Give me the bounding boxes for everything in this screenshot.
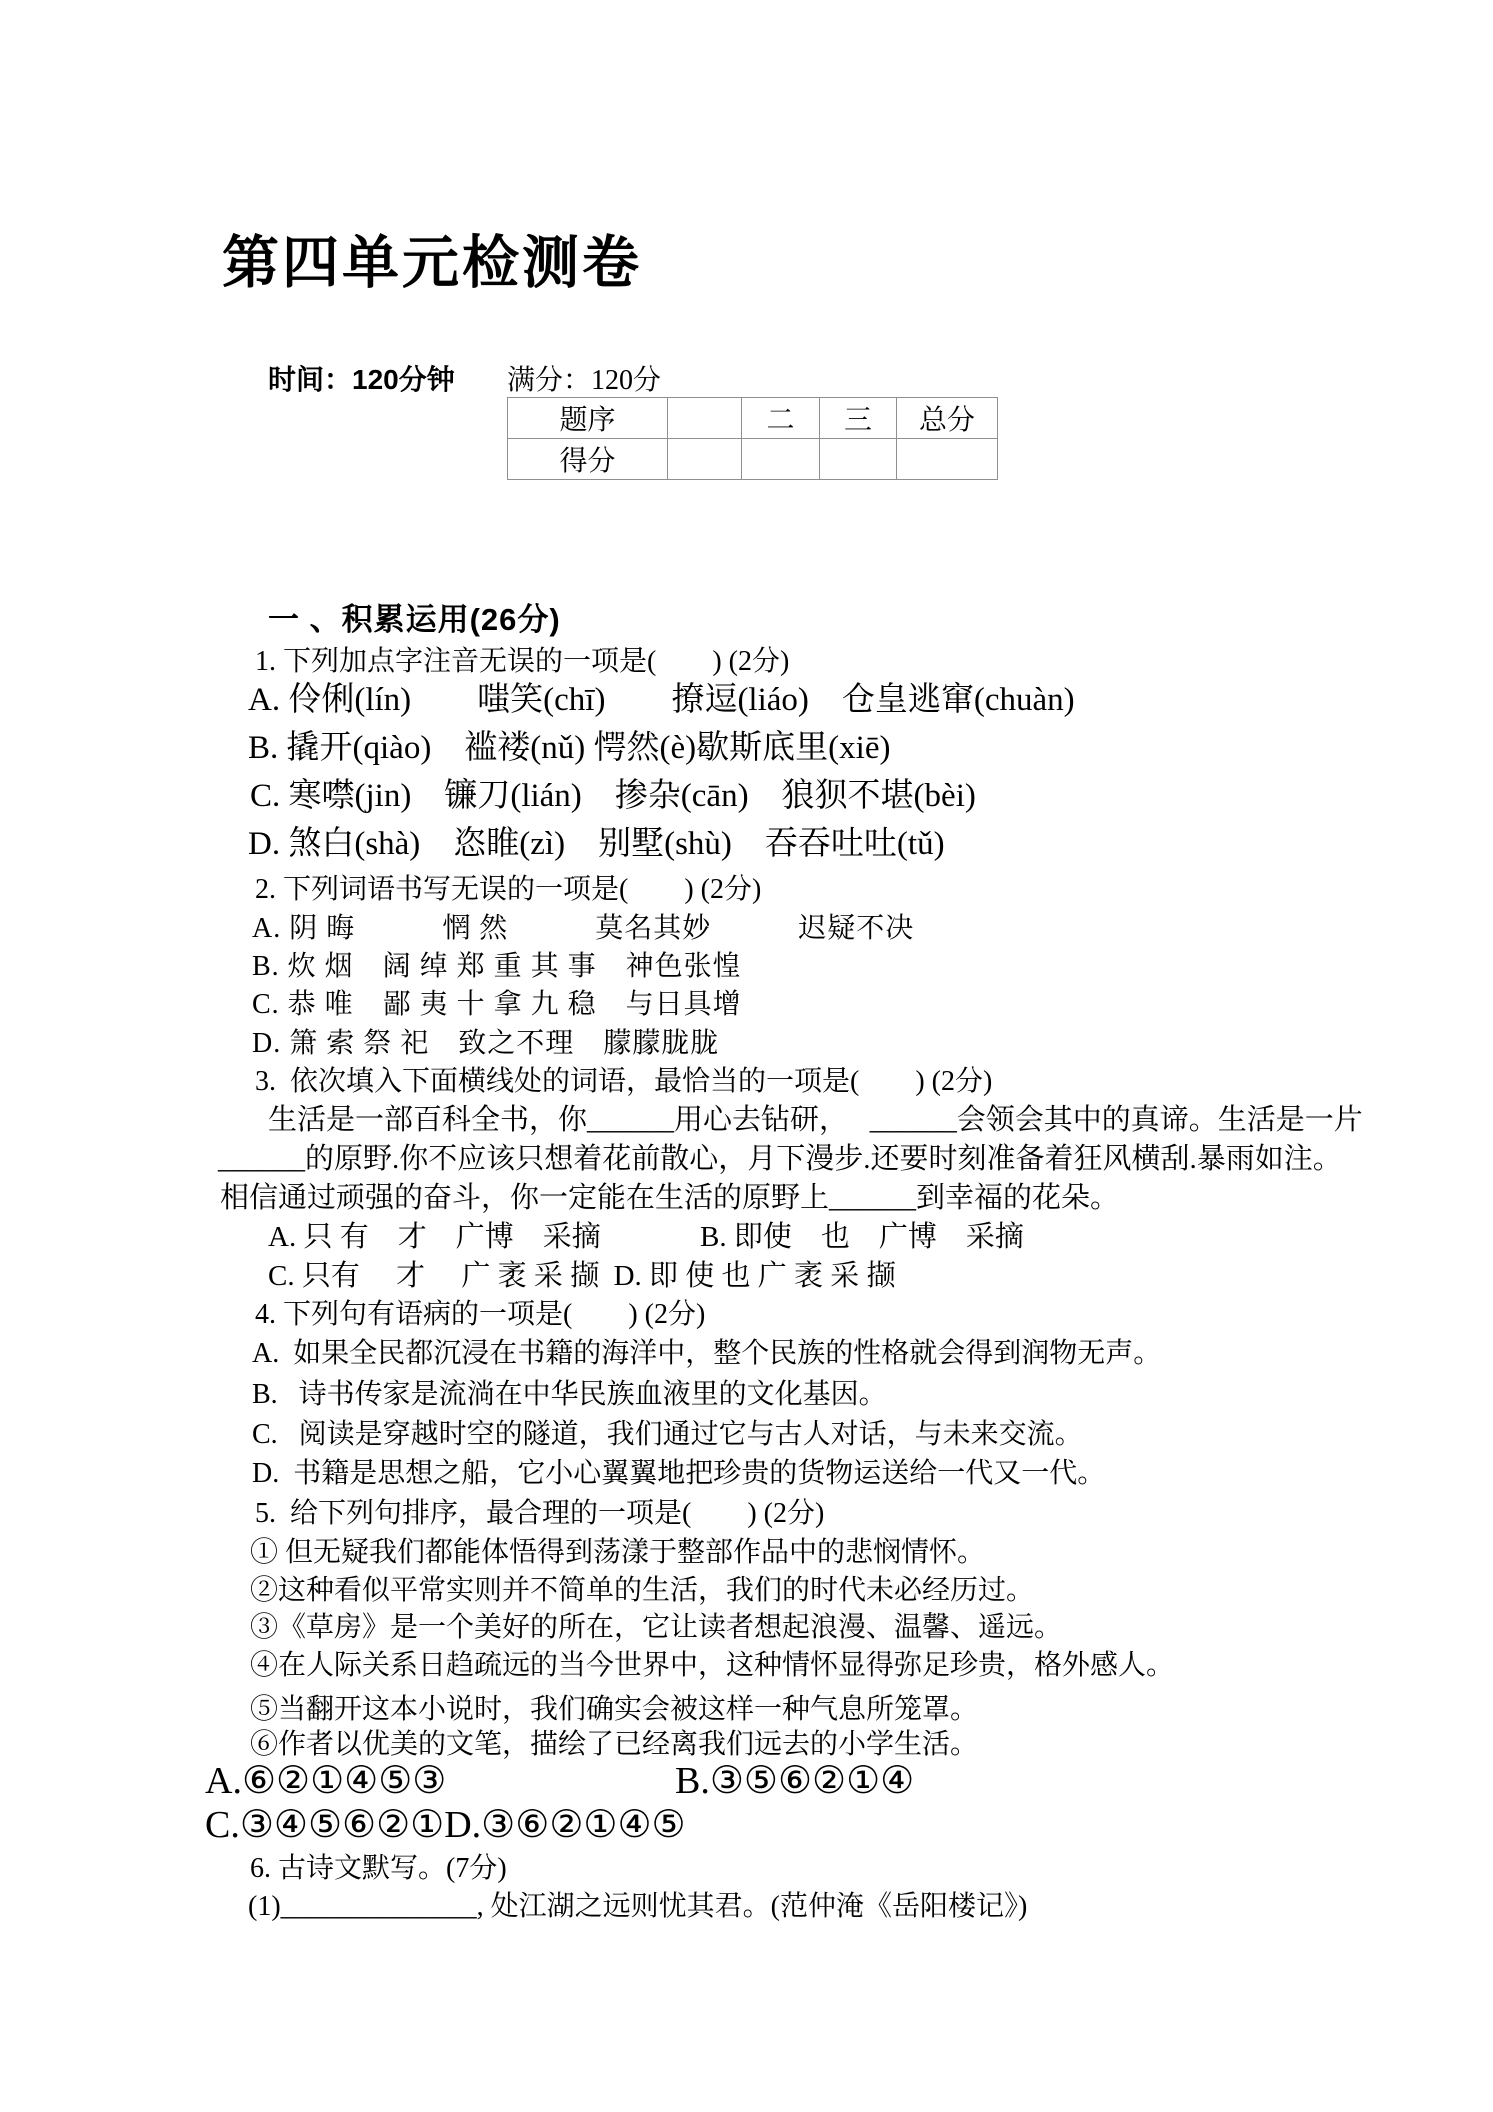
score-table-header-row — [508, 398, 998, 439]
q3-paragraph-line-1: 生活是一部百科全书，你______用心去钻研， ______会领会其中的真谛。生活是一片 — [268, 1104, 1363, 1136]
score-table-cell — [742, 439, 820, 480]
q1-option-b: B. 撬开(qiào) 褴褛(nǔ) 愕然(è)歇斯底里(xiē) — [248, 730, 891, 766]
score-table-cell — [668, 398, 742, 439]
q3-option-cd: C. 只有 才 广 袤 采 撷 D. 即 使 也 广 袤 采 撷 — [268, 1260, 896, 1292]
q1-stem: 1. 下列加点字注音无误的一项是( ) (2分) — [255, 646, 790, 677]
q3-paragraph-line-3: 相信通过顽强的奋斗，你一定能在生活的原野上______到幸福的花朵。 — [220, 1182, 1120, 1214]
section-one-heading: 一 、积累运用(26分) — [268, 602, 561, 637]
q2-option-d: D. 箫 索 祭 祀 致之不理 朦朦胧胧 — [252, 1028, 720, 1059]
q1-option-d: D. 煞白(shà) 恣睢(zì) 别墅(shù) 吞吞吐吐(tǔ) — [248, 826, 945, 862]
q2-option-a: A. 阴 晦 惘 然 莫名其妙 迟疑不决 — [252, 913, 915, 944]
q5-stem: 5. 给下列句排序，最合理的一项是( ) (2分) — [255, 1498, 825, 1529]
q2-option-b: B. 炊 烟 阔 绰 郑 重 其 事 神色张惶 — [252, 951, 742, 982]
q4-option-c: C. 阅读是穿越时空的隧道，我们通过它与古人对话，与未来交流。 — [252, 1419, 1083, 1450]
q3-stem: 3. 依次填入下面横线处的词语，最恰当的一项是( ) (2分) — [255, 1066, 993, 1097]
score-table-cell — [820, 439, 897, 480]
q4-stem: 4. 下列句有语病的一项是( ) (2分) — [255, 1299, 706, 1330]
q3-option-b: B. 即使 也 广博 采摘 — [700, 1221, 1024, 1253]
q5-answer-cd: C.③④⑤⑥②①D.③⑥②①④⑤ — [205, 1804, 686, 1846]
q4-option-a: A. 如果全民都沉浸在书籍的海洋中，整个民族的性格就会得到润物无声。 — [252, 1338, 1162, 1369]
q6-stem: 6. 古诗文默写。(7分) — [250, 1853, 507, 1884]
score-table-cell: 三 — [820, 398, 897, 439]
q1-option-a: A. 伶俐(lín) 嗤笑(chī) 撩逗(liáo) 仓皇逃窜(chuàn) — [248, 682, 1075, 718]
score-table-cell: 得分 — [508, 439, 668, 480]
score-table-cell: 题序 — [508, 398, 668, 439]
q2-option-c: C. 恭 唯 鄙 夷 十 拿 九 稳 与日具增 — [252, 989, 742, 1020]
q5-item-3: ③《草房》是一个美好的所在，它让读者想起浪漫、温馨、遥远。 — [250, 1612, 1063, 1643]
q3-paragraph-line-2: ______的原野.你不应该只想着花前散心，月下漫步.还要时刻准备着狂风横刮.暴雨如注。 — [218, 1143, 1342, 1175]
score-table-cell — [668, 439, 742, 480]
q5-item-1: ① 但无疑我们都能体悟得到荡漾于整部作品中的悲悯情怀。 — [250, 1537, 986, 1568]
q5-item-4: ④在人际关系日趋疏远的当今世界中，这种情怀显得弥足珍贵，格外感人。 — [250, 1650, 1175, 1681]
q5-item-2: ②这种看似平常实则并不简单的生活，我们的时代未必经历过。 — [250, 1575, 1035, 1606]
score-table-cell — [897, 439, 998, 480]
q5-item-5: ⑤当翻开这本小说时，我们确实会被这样一种气息所笼罩。 — [250, 1694, 979, 1725]
q4-option-d: D. 书籍是思想之船，它小心翼翼地把珍贵的货物运送给一代又一代。 — [252, 1458, 1106, 1489]
exam-time-label: 时间：120分钟 — [268, 364, 455, 395]
q5-item-6: ⑥作者以优美的文笔，描绘了已经离我们远去的小学生活。 — [250, 1729, 979, 1760]
score-table-cell: 总分 — [897, 398, 998, 439]
q3-option-a: A. 只 有 才 广博 采摘 — [268, 1221, 601, 1253]
q6-blank-line-1: (1)______________, 处江湖之远则忧其君。(范仲淹《岳阳楼记》) — [248, 1891, 1028, 1922]
q2-stem: 2. 下列词语书写无误的一项是( ) (2分) — [255, 874, 762, 905]
q4-option-b: B. 诗书传家是流淌在中华民族血液里的文化基因。 — [252, 1379, 887, 1410]
page-title: 第四单元检测卷 — [222, 232, 642, 295]
q1-option-c: C. 寒噤(jin) 镰刀(lián) 掺杂(cān) 狼狈不堪(bèi) — [250, 778, 976, 814]
score-table — [507, 397, 998, 480]
q5-answer-b: B.③⑤⑥②①④ — [675, 1760, 915, 1802]
score-table-score-row — [508, 439, 998, 480]
exam-full-score-label: 满分：120分 — [507, 365, 662, 396]
score-table-cell: 二 — [742, 398, 820, 439]
q5-answer-a: A.⑥②①④⑤③ — [205, 1760, 447, 1802]
